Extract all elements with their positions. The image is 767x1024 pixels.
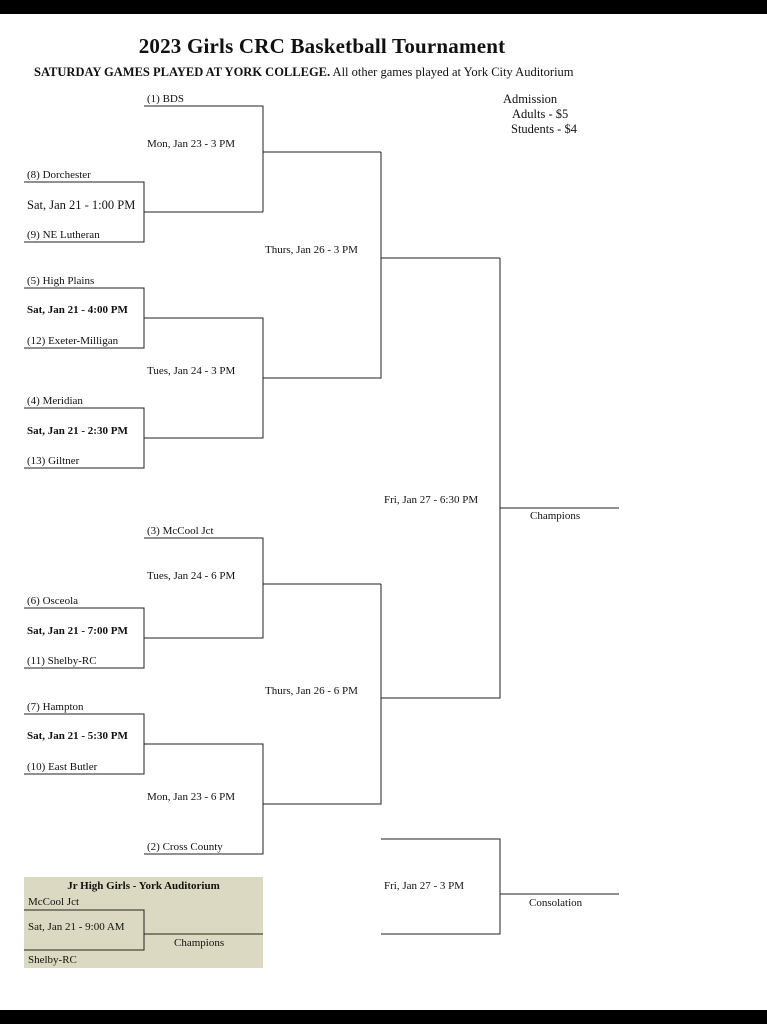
subtitle-rest: All other games played at York City Auditorium — [330, 65, 574, 79]
line-mccool — [144, 538, 263, 638]
team-mccool-jct: (3) McCool Jct — [147, 525, 214, 537]
subtitle-bold: SATURDAY GAMES PLAYED AT YORK COLLEGE. — [34, 65, 331, 79]
team-meridian: (4) Meridian — [27, 395, 83, 407]
game-tues-3pm: Tues, Jan 24 - 3 PM — [147, 365, 236, 377]
game-fri-3pm: Fri, Jan 27 - 3 PM — [384, 880, 465, 892]
game-sat-4pm: Sat, Jan 21 - 4:00 PM — [27, 304, 128, 316]
team-giltner: (13) Giltner — [27, 455, 80, 467]
team-ne-lutheran: (9) NE Lutheran — [27, 229, 100, 241]
admission-label: Admission — [503, 92, 558, 106]
game-sat-1pm: Sat, Jan 21 - 1:00 PM — [27, 198, 136, 212]
team-east-butler: (10) East Butler — [27, 761, 98, 773]
game-mon-3pm: Mon, Jan 23 - 3 PM — [147, 138, 236, 150]
team-hampton: (7) Hampton — [27, 701, 84, 713]
line-game2-out — [144, 318, 263, 438]
team-exeter-milligan: (12) Exeter-Milligan — [27, 335, 119, 347]
jr-high-team2: Shelby-RC — [28, 954, 77, 966]
line-bds — [144, 106, 263, 212]
admission-students: Students - $4 — [511, 122, 577, 136]
game-fri-630pm: Fri, Jan 27 - 6:30 PM — [384, 494, 479, 506]
jr-high-game: Sat, Jan 21 - 9:00 AM — [28, 921, 125, 933]
consolation-label: Consolation — [529, 897, 583, 909]
jr-high-title: Jr High Girls - York Auditorium — [67, 880, 220, 892]
game-thurs-3pm: Thurs, Jan 26 - 3 PM — [265, 244, 358, 256]
admission-adults: Adults - $5 — [512, 107, 569, 121]
champions-label: Champions — [530, 510, 581, 522]
game-sat-230pm: Sat, Jan 21 - 2:30 PM — [27, 425, 128, 437]
team-cross-county: (2) Cross County — [147, 841, 223, 853]
team-shelby-rc: (11) Shelby-RC — [27, 655, 97, 667]
team-dorchester: (8) Dorchester — [27, 169, 91, 181]
jr-high-team1: McCool Jct — [28, 896, 80, 908]
game-mon-6pm: Mon, Jan 23 - 6 PM — [147, 791, 236, 803]
jr-high-champions: Champions — [174, 937, 225, 949]
line-tues3-out — [263, 152, 381, 378]
team-high-plains: (5) High Plains — [27, 275, 95, 287]
game-tues-6pm: Tues, Jan 24 - 6 PM — [147, 570, 236, 582]
team-bds: (1) BDS — [147, 93, 184, 105]
game-sat-530pm: Sat, Jan 21 - 5:30 PM — [27, 730, 128, 742]
line-thurs6-out — [381, 258, 500, 698]
team-osceola: (6) Osceola — [27, 595, 79, 607]
game-sat-7pm: Sat, Jan 21 - 7:00 PM — [27, 625, 128, 637]
game-thurs-6pm: Thurs, Jan 26 - 6 PM — [265, 685, 358, 697]
page-title: 2023 Girls CRC Basketball Tournament — [138, 34, 506, 58]
